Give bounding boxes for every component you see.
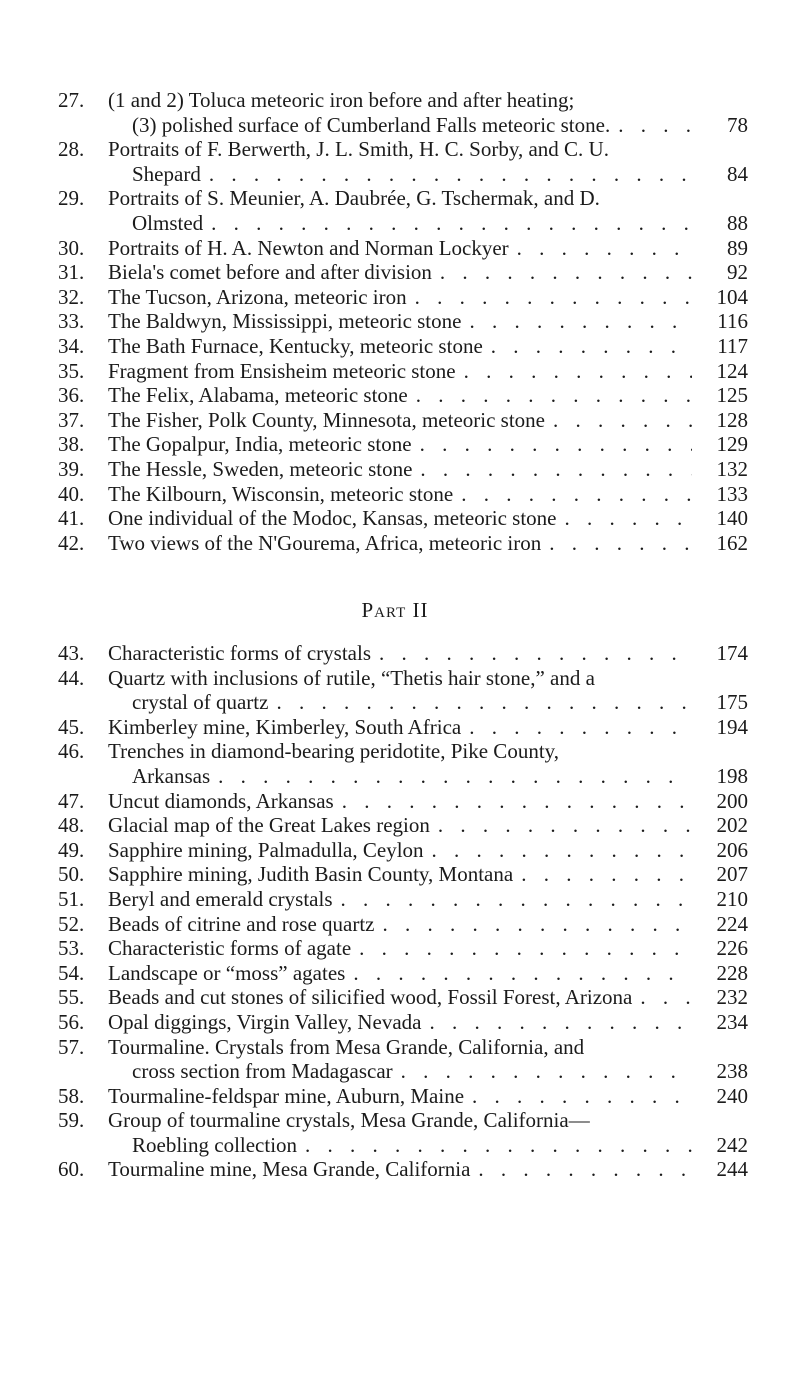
toc-entry xyxy=(58,789,748,814)
entry-title xyxy=(108,1010,692,1035)
entry-title xyxy=(108,1035,692,1084)
page-number: 125 xyxy=(716,383,748,408)
entry-title-line: Biela's comet before and after division xyxy=(108,260,432,285)
page-number: 128 xyxy=(716,407,748,432)
page-number: 116 xyxy=(717,309,748,334)
page-number: 244 xyxy=(716,1157,748,1182)
entry-number: 27. xyxy=(58,88,85,112)
dot-leader xyxy=(541,531,692,556)
part-one-list xyxy=(58,88,748,555)
dot-leader xyxy=(334,789,692,814)
toc-entry xyxy=(58,137,748,186)
entry-title xyxy=(108,359,692,384)
entry-number: 49. xyxy=(58,837,85,862)
dot-leader xyxy=(461,715,692,740)
toc-entry xyxy=(58,961,748,986)
entry-title-line: cross section from Madagascar xyxy=(132,1059,393,1084)
entry-title xyxy=(108,961,692,986)
entry-title-line: Opal diggings, Virgin Valley, Nevada xyxy=(108,1009,422,1034)
dot-leader xyxy=(333,887,693,912)
entry-title xyxy=(108,88,692,137)
entry-title-line: Beryl and emerald crystals xyxy=(108,886,333,911)
page-number: 242 xyxy=(716,1132,748,1157)
entry-title xyxy=(108,531,692,556)
toc-entry xyxy=(58,236,748,261)
dot-leader xyxy=(412,457,692,482)
page-number: 117 xyxy=(717,333,748,358)
entry-title xyxy=(108,236,692,261)
page-number: 124 xyxy=(716,358,748,383)
entry-title-line: The Fisher, Polk County, Minnesota, meteoric stone xyxy=(108,407,545,432)
entry-title-line: Trenches in diamond-bearing peridotite, Pike County, xyxy=(108,739,560,764)
entry-number: 28. xyxy=(58,137,85,162)
entry-title-line: Sapphire mining, Judith Basin County, Montana xyxy=(108,862,514,887)
entry-number: 38. xyxy=(58,432,85,457)
toc-entry xyxy=(58,1035,748,1084)
toc-entry xyxy=(58,482,748,507)
toc-entry xyxy=(58,531,748,556)
entry-title-line: (1 and 2) Toluca meteoric iron before and after heating; xyxy=(108,88,575,112)
toc-entry xyxy=(58,186,748,235)
entry-title-line: Glacial map of the Great Lakes region xyxy=(108,813,430,838)
dot-leader xyxy=(430,813,692,838)
entry-title-line: Tourmaline mine, Mesa Grande, California xyxy=(108,1157,471,1182)
toc-entry xyxy=(58,666,748,715)
entry-title-line: Portraits of H. A. Newton and Norman Lockyer xyxy=(108,235,509,260)
entry-title-line: Portraits of S. Meunier, A. Daubrée, G. Tschermak, and D. xyxy=(108,186,600,211)
entry-title-line: Arkansas xyxy=(132,763,211,788)
toc-entry xyxy=(58,506,748,531)
page-number: 129 xyxy=(716,432,748,457)
entry-number: 33. xyxy=(58,309,85,334)
entry-title-line: The Kilbourn, Wisconsin, meteoric stone xyxy=(108,481,454,506)
entry-title-line: The Felix, Alabama, meteoric stone xyxy=(108,383,408,408)
toc-entry xyxy=(58,457,748,482)
page-number: 206 xyxy=(716,837,748,862)
entry-title-line: Uncut diamonds, Arkansas xyxy=(108,788,334,813)
entry-title-line: Beads of citrine and rose quartz xyxy=(108,911,375,936)
entry-title xyxy=(108,1157,692,1182)
toc-entry xyxy=(58,985,748,1010)
toc-entry xyxy=(58,1010,748,1035)
dot-leader xyxy=(483,334,692,359)
toc-entry xyxy=(58,641,748,666)
entry-number: 29. xyxy=(58,186,85,211)
toc-entry xyxy=(58,1084,748,1109)
entry-title xyxy=(108,408,692,433)
toc-entry xyxy=(58,334,748,359)
entry-number: 50. xyxy=(58,862,85,887)
entry-number: 37. xyxy=(58,407,85,432)
entry-number: 58. xyxy=(58,1083,85,1108)
entry-number: 41. xyxy=(58,506,85,531)
entry-title xyxy=(108,285,692,310)
dot-leader xyxy=(456,359,692,384)
toc-entry xyxy=(58,285,748,310)
page-number: 88 xyxy=(727,210,748,235)
page-number: 132 xyxy=(716,456,748,481)
dot-leader xyxy=(509,236,692,261)
entry-title-line: The Bath Furnace, Kentucky, meteoric stone xyxy=(108,333,483,358)
entry-title xyxy=(108,739,692,788)
entry-title xyxy=(108,309,692,334)
entry-number: 51. xyxy=(58,886,85,911)
toc-entry xyxy=(58,912,748,937)
toc-entry xyxy=(58,260,748,285)
dot-leader xyxy=(408,383,692,408)
entry-title-line: Landscape or “moss” agates xyxy=(108,960,346,985)
entry-title-line: Fragment from Ensisheim meteoric stone xyxy=(108,358,456,383)
entry-number: 39. xyxy=(58,456,85,481)
entry-number: 57. xyxy=(58,1034,85,1059)
toc-entry xyxy=(58,432,748,457)
page-number: 234 xyxy=(716,1009,748,1034)
entry-title-line: One individual of the Modoc, Kansas, meteoric stone xyxy=(108,506,557,531)
entry-title-line: Roebling collection xyxy=(132,1132,298,1157)
dot-leader xyxy=(351,936,692,961)
entry-number: 46. xyxy=(58,739,85,764)
dot-leader xyxy=(556,506,692,531)
page-number: 228 xyxy=(716,960,748,985)
entry-title-line: Beads and cut stones of silicified wood, Fossil Forest, Arizona xyxy=(108,985,633,1010)
page-number: 207 xyxy=(716,862,748,887)
entry-title xyxy=(108,813,692,838)
entry-title-line: Characteristic forms of agate xyxy=(108,936,352,961)
dot-leader xyxy=(412,432,692,457)
toc-entry xyxy=(58,838,748,863)
toc-entry xyxy=(58,936,748,961)
entry-number: 45. xyxy=(58,714,85,739)
entry-title xyxy=(108,457,692,482)
dot-leader xyxy=(610,113,692,138)
page-number: 238 xyxy=(716,1059,748,1084)
dot-leader xyxy=(371,641,692,666)
dot-leader xyxy=(432,260,692,285)
page-number: 140 xyxy=(716,506,748,531)
entry-title-line: Portraits of F. Berwerth, J. L. Smith, H. C. Sorby, and C. U. xyxy=(108,137,609,162)
toc-entry xyxy=(58,739,748,788)
entry-number: 44. xyxy=(58,665,85,690)
toc-entry xyxy=(58,309,748,334)
entry-number: 34. xyxy=(58,333,85,358)
entry-title-line: The Baldwyn, Mississippi, meteoric stone xyxy=(108,309,462,334)
page-number: 194 xyxy=(716,714,748,739)
entry-number: 59. xyxy=(58,1108,85,1133)
entry-title xyxy=(108,838,692,863)
entry-title xyxy=(108,137,692,186)
entry-number: 60. xyxy=(58,1157,85,1182)
dot-leader xyxy=(424,838,692,863)
toc-entry xyxy=(58,813,748,838)
entry-title xyxy=(108,506,692,531)
toc-entry xyxy=(58,359,748,384)
part-two-heading: Part II xyxy=(361,598,429,622)
dot-leader xyxy=(513,862,692,887)
dot-leader xyxy=(393,1059,692,1084)
entry-title-line: Olmsted xyxy=(132,210,204,235)
entry-title-line: Two views of the N'Gourema, Africa, meteoric iron xyxy=(108,530,542,555)
entry-title xyxy=(108,936,692,961)
entry-title-line: crystal of quartz xyxy=(132,690,269,715)
entry-title xyxy=(108,186,692,235)
page-number: 240 xyxy=(716,1083,748,1108)
entry-title xyxy=(108,985,692,1010)
page-number: 198 xyxy=(716,763,748,788)
toc-entry xyxy=(58,383,748,408)
entry-number: 31. xyxy=(58,260,85,285)
page-number: 210 xyxy=(716,886,748,911)
dot-leader xyxy=(464,1084,692,1109)
entry-title-line: Characteristic forms of crystals xyxy=(108,641,371,665)
entry-title-line: Sapphire mining, Palmadulla, Ceylon xyxy=(108,837,424,862)
page-number: 200 xyxy=(716,788,748,813)
page-number: 232 xyxy=(716,985,748,1010)
page-number: 78 xyxy=(727,112,748,137)
toc-entry xyxy=(58,715,748,740)
dot-leader xyxy=(374,912,692,937)
entry-title-line: Shepard xyxy=(132,161,201,186)
toc-entry xyxy=(58,862,748,887)
entry-title-line: Tourmaline. Crystals from Mesa Grande, California, and xyxy=(108,1034,585,1059)
dot-leader xyxy=(297,1133,692,1158)
entry-number: 35. xyxy=(58,358,85,383)
part-two-list xyxy=(58,641,748,1182)
entry-number: 55. xyxy=(58,985,85,1010)
entry-title xyxy=(108,887,692,912)
entry-title xyxy=(108,383,692,408)
page-number: 175 xyxy=(716,690,748,715)
entry-title-line: Quartz with inclusions of rutile, “Thetis hair stone,” and a xyxy=(108,665,595,690)
dot-leader xyxy=(268,690,692,715)
entry-title xyxy=(108,1084,692,1109)
entry-title xyxy=(108,789,692,814)
dot-leader xyxy=(203,211,692,236)
toc-entry xyxy=(58,1157,748,1182)
entry-number: 36. xyxy=(58,383,85,408)
dot-leader xyxy=(453,482,692,507)
entry-title xyxy=(108,482,692,507)
entry-number: 52. xyxy=(58,911,85,936)
entry-number: 42. xyxy=(58,530,85,555)
dot-leader xyxy=(545,408,692,433)
entry-title xyxy=(108,666,692,715)
page-number: 89 xyxy=(727,235,748,260)
entry-number: 54. xyxy=(58,960,85,985)
dot-leader xyxy=(201,162,692,187)
toc-entry xyxy=(58,1108,748,1157)
toc-entry xyxy=(58,408,748,433)
entry-title-line: The Tucson, Arizona, meteoric iron xyxy=(108,284,407,309)
page-number: 224 xyxy=(716,911,748,936)
entry-title-line: Kimberley mine, Kimberley, South Africa xyxy=(108,714,462,739)
page-number: 92 xyxy=(727,260,748,285)
entry-number: 40. xyxy=(58,481,85,506)
entry-title-line: Group of tourmaline crystals, Mesa Grande, California— xyxy=(108,1108,590,1133)
entry-number: 32. xyxy=(58,284,85,309)
entry-title xyxy=(108,334,692,359)
entry-title-line: The Hessle, Sweden, meteoric stone xyxy=(108,456,413,481)
dot-leader xyxy=(461,309,692,334)
entry-title-line: Tourmaline-feldspar mine, Auburn, Maine xyxy=(108,1083,465,1108)
page-number: 226 xyxy=(716,936,748,961)
entry-title xyxy=(108,260,692,285)
entry-number: 56. xyxy=(58,1009,85,1034)
dot-leader xyxy=(345,961,692,986)
dot-leader xyxy=(422,1010,692,1035)
toc-entry xyxy=(58,88,748,137)
page-number: 84 xyxy=(727,161,748,186)
dot-leader xyxy=(632,985,692,1010)
page-number: 133 xyxy=(716,481,748,506)
page-number: 202 xyxy=(716,813,748,838)
page-number: 104 xyxy=(716,284,748,309)
entry-title xyxy=(108,862,692,887)
entry-title xyxy=(108,1108,692,1157)
entry-number: 30. xyxy=(58,235,85,260)
entry-title xyxy=(108,432,692,457)
entry-number: 53. xyxy=(58,936,85,961)
entry-title xyxy=(108,912,692,937)
dot-leader xyxy=(210,764,692,789)
page-number: 162 xyxy=(716,530,748,555)
entry-number: 43. xyxy=(58,641,85,665)
toc-entry xyxy=(58,887,748,912)
entry-number: 47. xyxy=(58,788,85,813)
entry-title-line: The Gopalpur, India, meteoric stone xyxy=(108,432,412,457)
entry-title xyxy=(108,715,692,740)
entry-title xyxy=(108,641,692,666)
entry-title-line: (3) polished surface of Cumberland Falls meteoric stone. xyxy=(132,112,611,137)
dot-leader xyxy=(407,285,692,310)
entry-number: 48. xyxy=(58,813,85,838)
dot-leader xyxy=(470,1157,692,1182)
page-number: 174 xyxy=(716,641,748,665)
